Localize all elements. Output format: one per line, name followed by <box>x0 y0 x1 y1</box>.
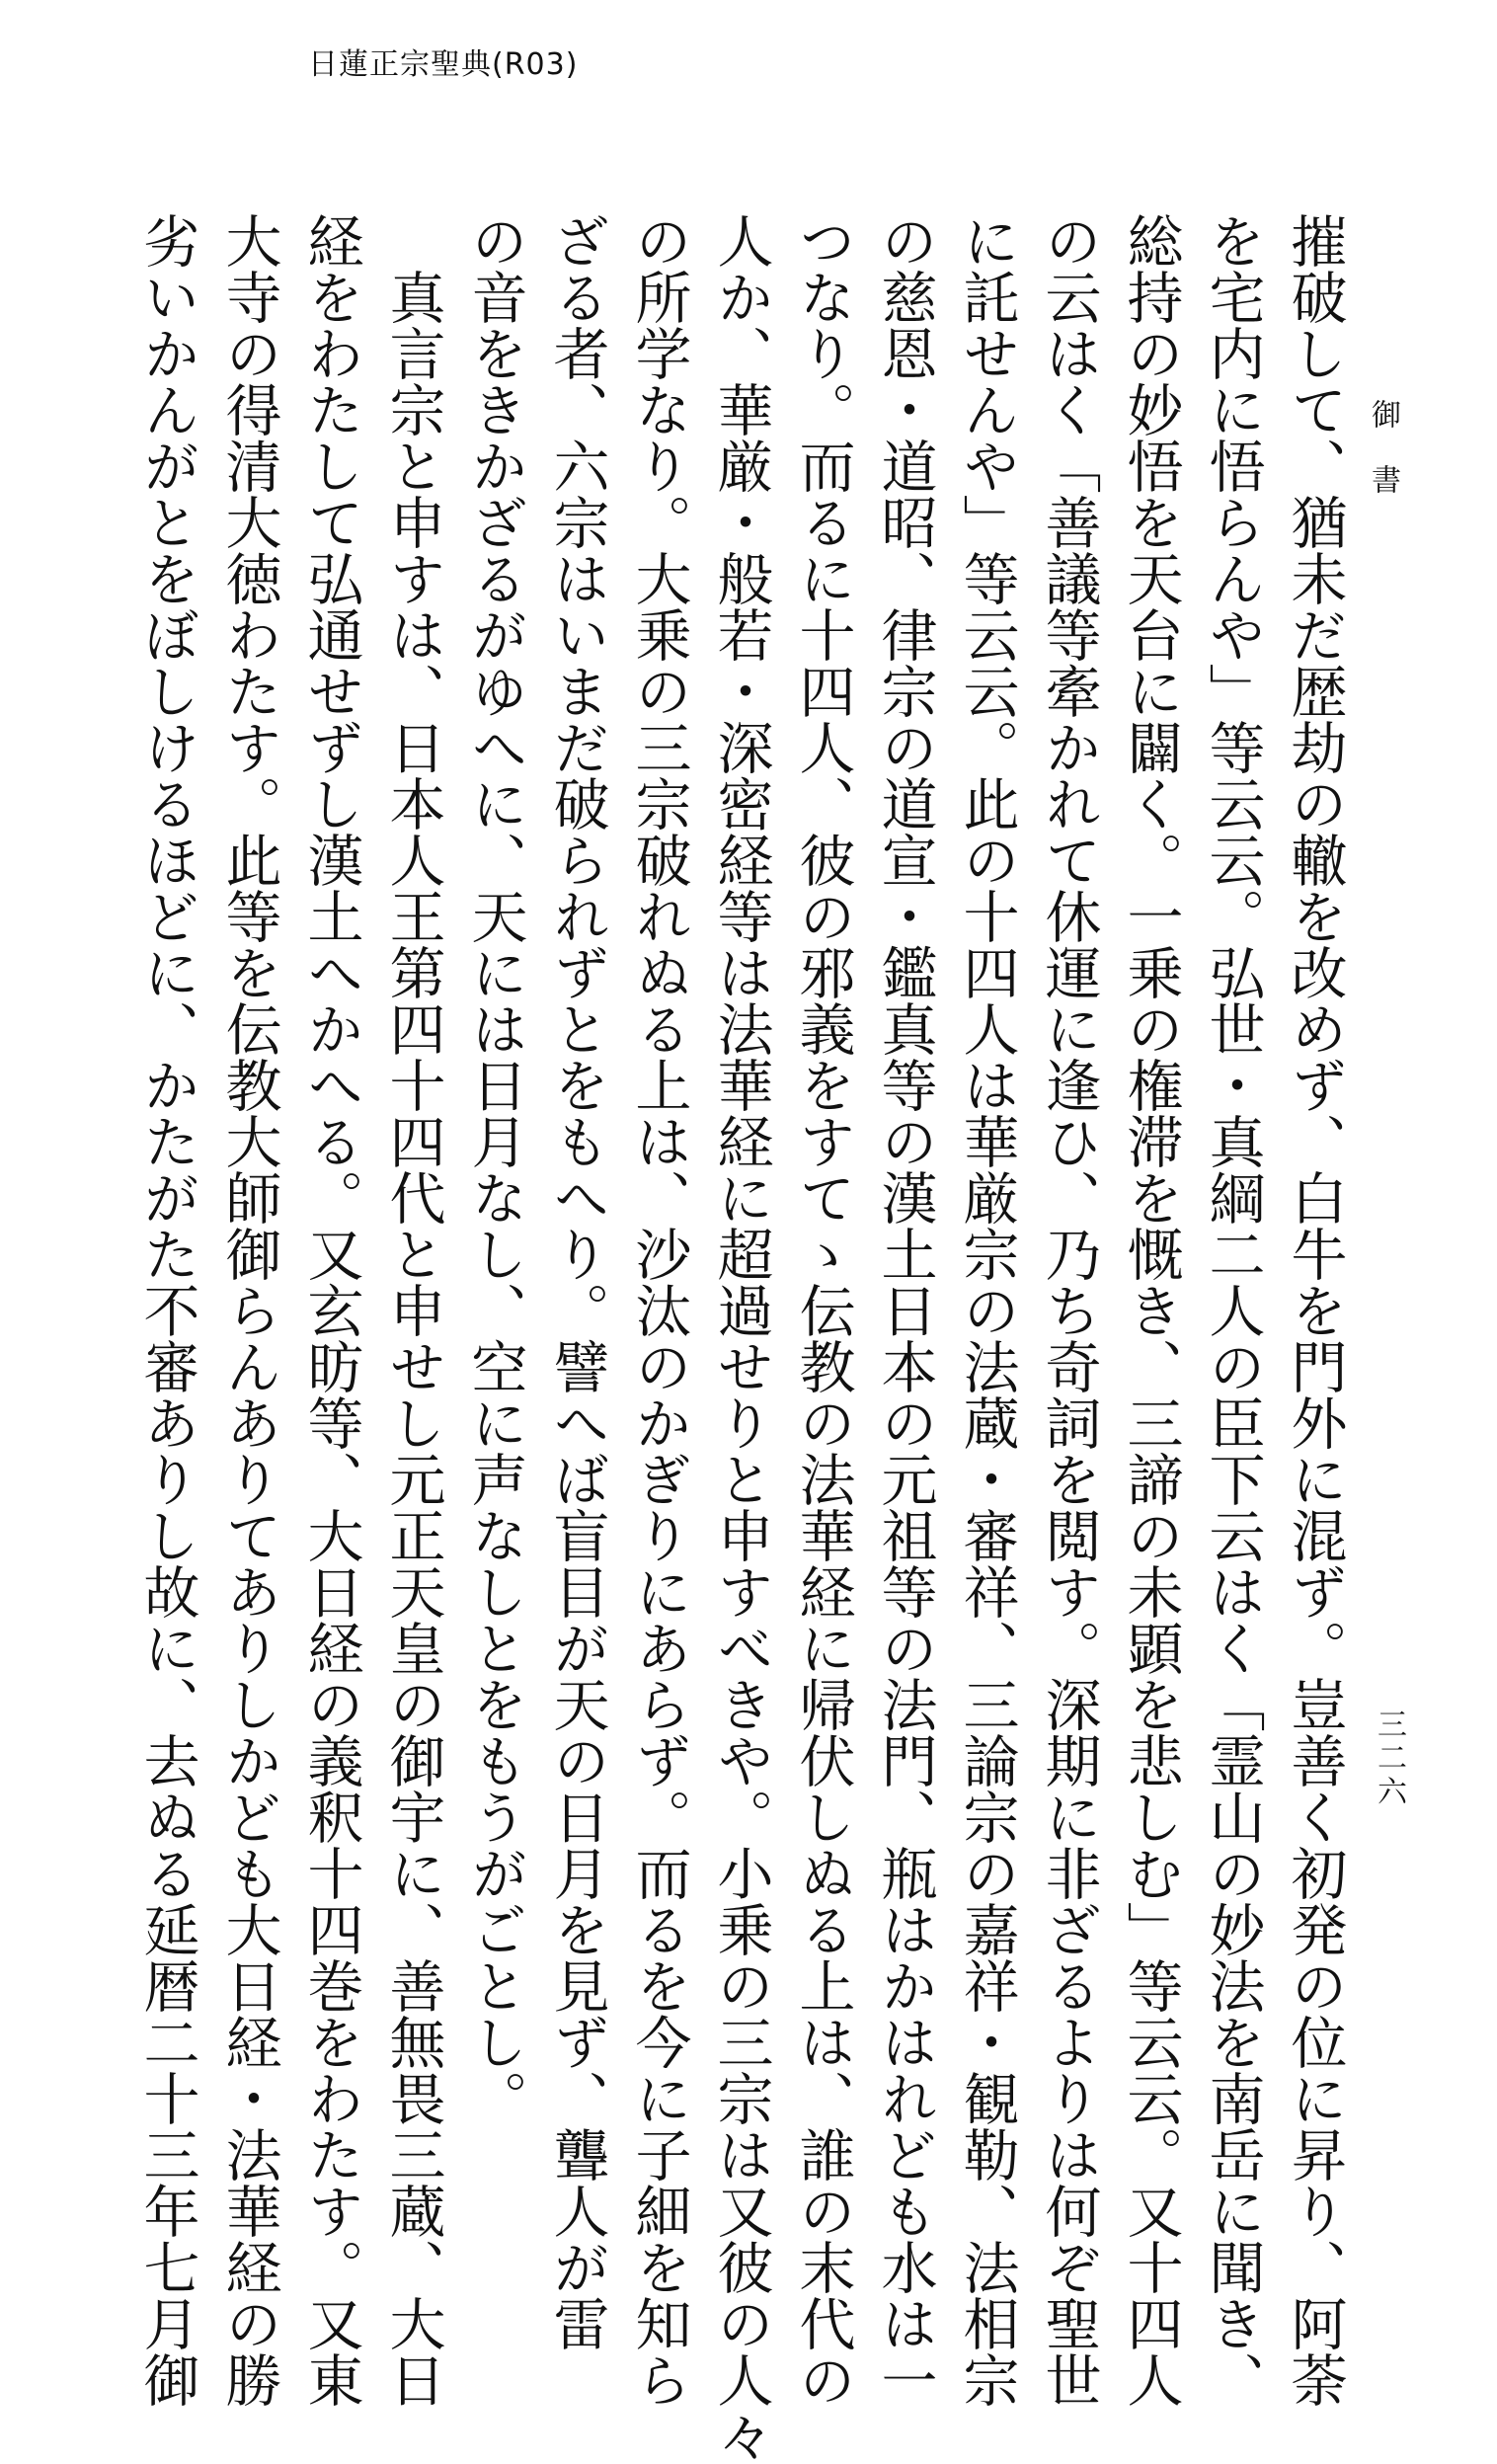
text-column: ざる者、六宗はいまだ破られずとをもへり。譬へば盲目が天の日月を見ず、聾人が雷 <box>544 212 609 2351</box>
text-column: 真言宗と申すは、日本人王第四十四代と申せし元正天皇の御宇に、善無畏三蔵、大日 <box>380 269 445 2408</box>
body-text <box>134 212 1355 2464</box>
text-column: の云はく「善議等牽かれて休運に逢ひ、乃ち奇詞を閲す。深期に非ざるよりは何ぞ聖世 <box>1036 212 1101 2408</box>
text-column: の慈恩・道昭、律宗の道宣・鑑真等の漢土日本の元祖等の法門、瓶はかはれども水は一 <box>872 212 937 2408</box>
text-column: 総持の妙悟を天台に闢く。一乗の権滞を慨き、三諦の未顕を悲しむ」等云云。又十四人 <box>1118 212 1183 2408</box>
page-number: 三二六 <box>1372 1709 1406 1809</box>
text-column: を宅内に悟らんや」等云云。弘世・真綱二人の臣下云はく「霊山の妙法を南岳に聞き、 <box>1200 212 1265 2408</box>
text-column: 摧破して、猶未だ歴劫の轍を改めず、白牛を門外に混ず。豈善く初発の位に昇り、阿荼 <box>1282 212 1347 2408</box>
text-column: 劣いかんがとをぼしけるほどに、かたがた不審ありし故に、去ぬる延暦二十三年七月御 <box>134 212 199 2408</box>
text-column: に託せんや」等云云。此の十四人は華厳宗の法蔵・審祥、三論宗の嘉祥・観勒、法相宗 <box>954 212 1019 2408</box>
section-title: 御書 <box>1366 399 1400 529</box>
text-column: つなり。而るに十四人、彼の邪義をすてゝ伝教の法華経に帰伏しぬる上は、誰の末代の <box>790 212 855 2408</box>
text-column: の所学なり。大乗の三宗破れぬる上は、沙汰のかぎりにあらず。而るを今に子細を知ら <box>626 212 691 2408</box>
running-head: 日蓮正宗聖典(R03) <box>308 47 579 82</box>
text-column: 大寺の得清大徳わたす。此等を伝教大師御らんありてありしかども大日経・法華経の勝 <box>216 212 281 2408</box>
text-column: の音をきかざるがゆへに、天には日月なし、空に声なしとをもうがごとし。 <box>462 212 527 2126</box>
text-column: 人か、華厳・般若・深密経等は法華経に超過せりと申すべきや。小乗の三宗は又彼の人々 <box>708 212 773 2464</box>
text-column: 経をわたして弘通せずし漢土へかへる。又玄昉等、大日経の義釈十四巻をわたす。又東 <box>298 212 363 2408</box>
